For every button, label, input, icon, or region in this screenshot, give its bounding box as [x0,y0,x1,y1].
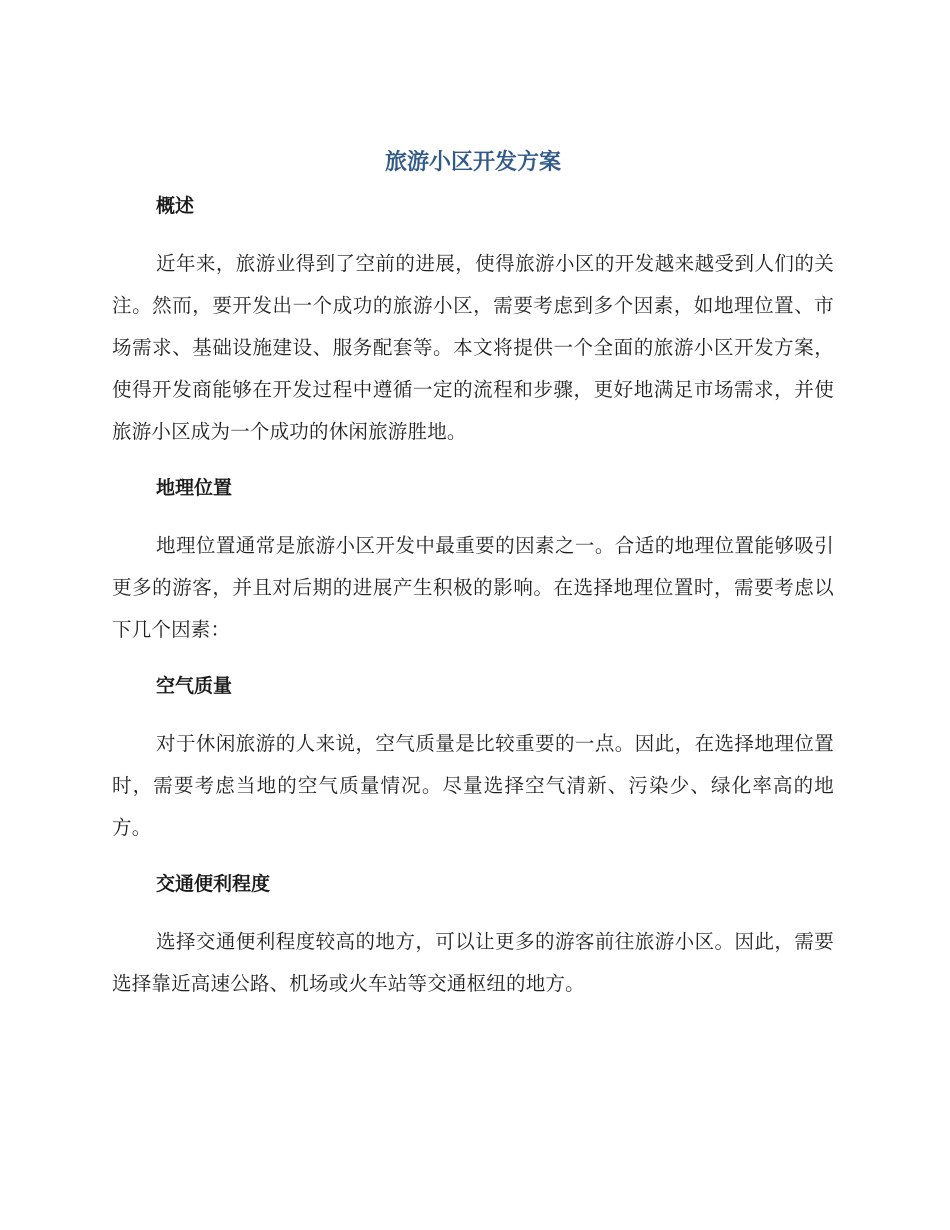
section-paragraph: 对于休闲旅游的人来说，空气质量是比较重要的一点。因此，在选择地理位置时，需要考虑当地的空气质量情况。尽量选择空气清新、污染少、绿化率高的地方。 [112,732,834,839]
document-content [112,146,834,1025]
section-location [112,473,834,651]
document-title: 旅游小区开发方案 [384,150,561,175]
section-overview [112,191,834,453]
section-paragraph: 选择交通便利程度较高的地方，可以让更多的游客前往旅游小区。因此，需要选择靠近高速公路、机场或火车站等交通枢纽的地方。 [112,930,834,995]
section-heading: 空气质量 [156,675,233,697]
section-heading: 概述 [156,195,195,217]
section-heading: 交通便利程度 [156,873,271,895]
section-air-quality [112,671,834,849]
section-transport [112,869,834,1005]
section-heading: 地理位置 [156,477,233,499]
section-paragraph: 近年来，旅游业得到了空前的进展，使得旅游小区的开发越来越受到人们的关注。然而，要开发出一个成功的旅游小区，需要考虑到多个因素，如地理位置、市场需求、基础设施建设、服务配套等。本文将提供一个全面的旅游小区开发方案，使得开发商能够在开发过程中遵循一定的流程和步骤，更好地满足市场需求，并使旅游小区成为一个成功的休闲旅游胜地。 [112,252,834,443]
section-paragraph: 地理位置通常是旅游小区开发中最重要的因素之一。合适的地理位置能够吸引更多的游客，并且对后期的进展产生积极的影响。在选择地理位置时，需要考虑以下几个因素： [112,534,834,641]
